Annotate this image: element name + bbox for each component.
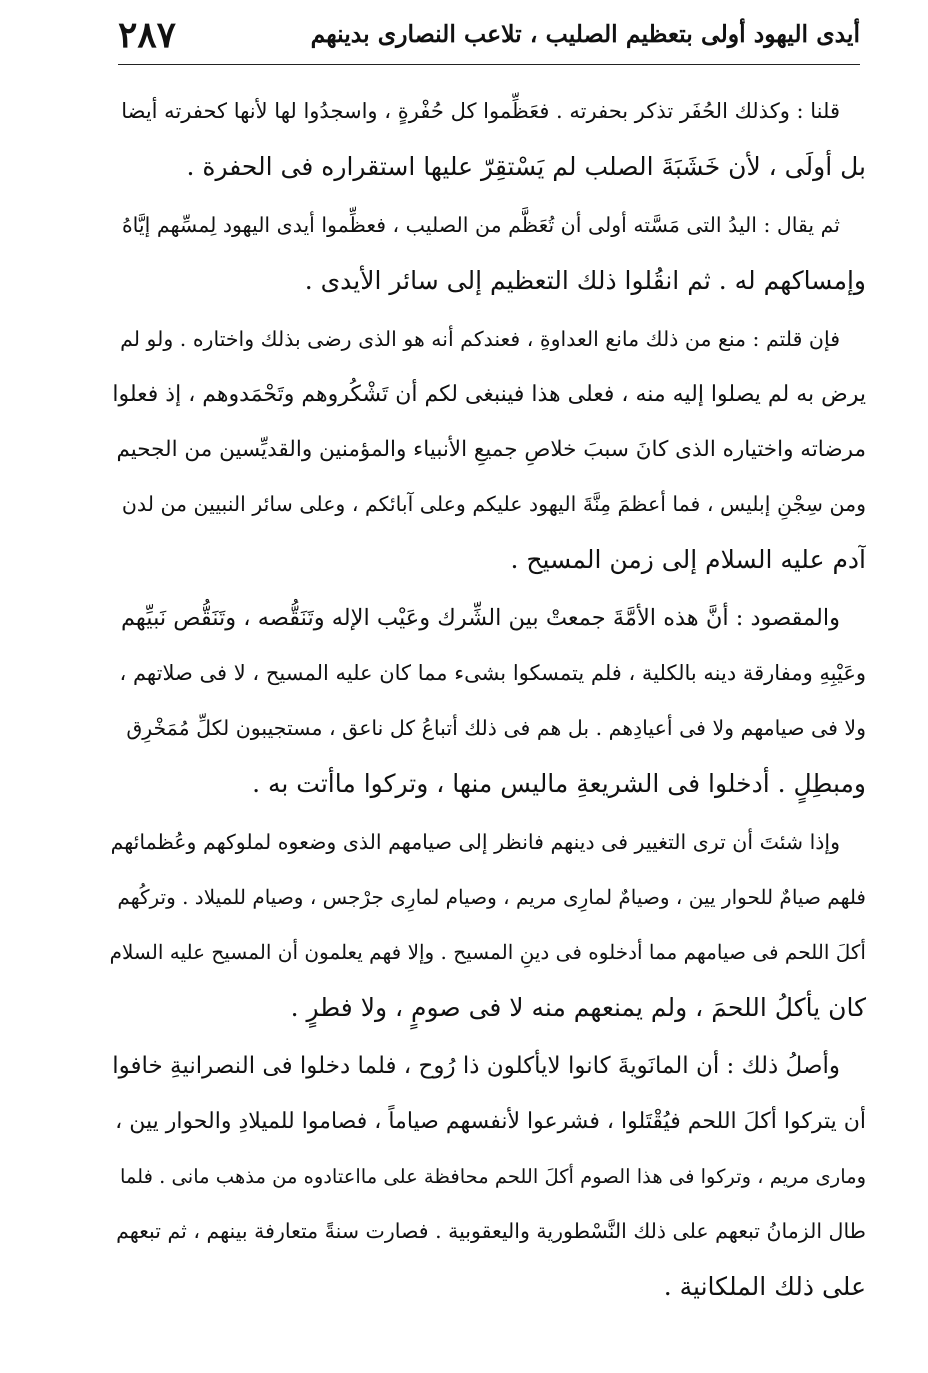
text-line: كان يأكلُ اللحمَ ، ولم يمنعهم منه لا فى صومٍ ، ولا فطرٍ .: [290, 993, 866, 1022]
running-title: أيدى اليهود أولى بتعظيم الصليب ، تلاعب النصارى بدينهم: [310, 20, 860, 48]
text-line: ثم يقال : اليدُ التى مَسَّته أولى أن تُعَظَّم من الصليب ، فعظِّموا أيدى اليهود لِمسِّهم إيَّاهُ: [121, 213, 840, 237]
text-line: فلهم صيامٌ للحوار يين ، وصيامٌ لمارِى مريم ، وصيام لمارِى جرْجس ، وصيام للميلاد . وتركُهم: [117, 885, 866, 909]
text-line: آدم عليه السلام إلى زمن المسيح .: [510, 545, 866, 574]
text-line: وإذا شئتَ أن ترى التغيير فى دينهم فانظر إلى صيامهم الذى وضعوه لملوكهم وعُظمائهم: [110, 830, 840, 854]
text-line: وعَيْبِهِ ومفارقة دينه بالكلية ، فلم يتمسكوا بشىء مما كان عليه المسيح ، لا فى صلاتهم ،: [119, 661, 866, 685]
paragraph: [110, 312, 866, 587]
text-line: على ذلك الملكانية .: [663, 1272, 866, 1301]
text-line: أن يتركوا أكلَ اللحم فيُقْتَلوا ، فشرعوا لأنفسهم صياماً ، فصاموا للميلادِ والحوار يين ،: [115, 1109, 866, 1134]
text-line: ومارى مريم ، وتركوا فى هذا الصوم أكلَ اللحم محافظة على مااعتادوه من مذهب مانى . فلما: [119, 1165, 866, 1188]
text-line: طال الزمانُ تبعهم على ذلك النَّسْطورية واليعقوبية . فصارت سنةً متعارفة بينهم ، ثم تبعهم: [116, 1219, 866, 1243]
page-number: ٢٨٧: [118, 14, 177, 56]
header-rule: [118, 64, 860, 65]
paragraph: [110, 198, 866, 308]
paragraph: [110, 591, 866, 811]
text-line: والمقصود : أنَّ هذه الأمَّةَ جمعتْ بين الشِّرك وعَيْب الإله وتَنَقُّصه ، وتَنَقُّص نَبيِّهم: [120, 605, 840, 631]
text-line: يرض به لم يصلوا إليه منه ، فعلى هذا فينبغى لكم أن تَشْكُروهم وتَحْمَدوهم ، إذ فعلوا: [112, 382, 866, 407]
page-body: [110, 84, 866, 1318]
text-line: بل أولَى ، لأن خَشَبَةَ الصلب لم يَسْتقِرّ عليها استقراره فى الحفرة .: [186, 152, 866, 181]
text-line: ومن سِجْنِ إبليس ، فما أعظمَ مِنَّةَ اليهود عليكم وعلى آبائكم ، وعلى سائر النبيين من لدن: [121, 492, 866, 516]
paragraph: [110, 815, 866, 1035]
text-line: ومبطِلٍ . أدخلوا فى الشريعةِ ماليس منها ، وتركوا ماأتت به .: [252, 769, 866, 798]
page-header: [118, 14, 860, 66]
text-line: أكلَ اللحم فى صيامهم مما أدخلوه فى دينِ المسيح . وإلا فهم يعلمون أن المسيح عليه السلام: [110, 940, 866, 964]
paragraph: [110, 1039, 866, 1314]
text-line: مرضاته واختياره الذى كانَ سببَ خلاصِ جميعِ الأنبياء والمؤمنين والقديِّسين من الجحيم: [116, 437, 866, 462]
text-line: قلنا : وكذلك الحُفَر تذكر بحفرته . فعَظِّموا كل حُفْرةٍ ، واسجدُوا لها لأنها كحفرته أيضا: [121, 99, 840, 123]
text-line: فإن قلتم : منع من ذلك مانع العداوةِ ، فعندكم أنه هو الذى رضى بذلك واختاره . ولو لم: [120, 327, 840, 351]
paragraph: [110, 84, 866, 194]
text-line: ولا فى صيامهم ولا فى أعيادِهم . بل هم فى ذلك أتباعُ كل ناعق ، مستجيبون لكلِّ مُمَخْرِق: [126, 716, 866, 740]
text-line: وأصلُ ذلك : أن المانَويةَ كانوا لايأكلون ذا رُوح ، فلما دخلوا فى النصرانيةِ خافوا: [112, 1053, 840, 1079]
text-line: وإمساكهم له . ثم انقُلوا ذلك التعظيم إلى سائر الأيدى .: [304, 266, 866, 295]
